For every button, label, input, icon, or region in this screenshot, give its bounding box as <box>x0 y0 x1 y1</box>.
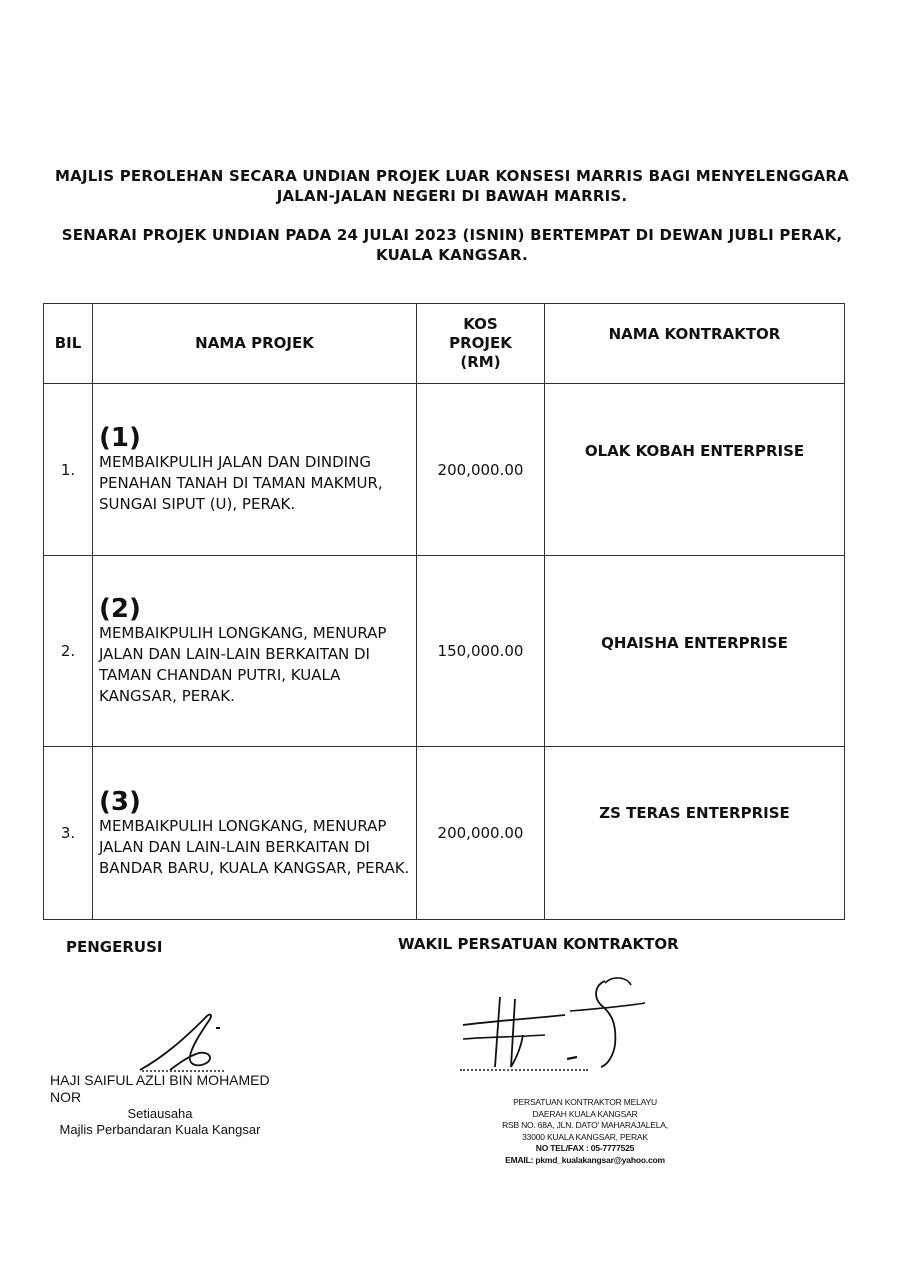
row-contractor <box>545 747 845 920</box>
document-title: MAJLIS PEROLEHAN SECARA UNDIAN PROJEK LUAR KONSESI MARRIS BAGI MENYELENGGARA JALAN-JALAN NEGERI DI BAWAH MARRIS. <box>55 167 849 205</box>
row-project <box>93 556 417 747</box>
table-header-row <box>44 304 845 384</box>
project-title: MEMBAIKPULIH JALAN DAN DINDING PENAHAN TANAH DI TAMAN MAKMUR, SUNGAI SIPUT (U), PERAK. <box>99 453 383 513</box>
stamp-line: DAERAH KUALA KANGSAR <box>532 1108 638 1119</box>
col-bil: BIL <box>44 304 93 384</box>
contractor-rep-signature <box>455 975 655 1070</box>
contractor-name: ZS TERAS ENTERPRISE <box>599 804 790 822</box>
stamp-line: 33000 KUALA KANGSAR, PERAK <box>522 1131 648 1142</box>
chairman-role: Setiausaha <box>127 1106 193 1121</box>
project-title: MEMBAIKPULIH LONGKANG, MENURAP JALAN DAN LAIN-LAIN BERKAITAN DI BANDAR BARU, KUALA KANGSAR, PERAK. <box>99 816 410 877</box>
projects-table <box>43 303 845 920</box>
stamp-line: EMAIL: pkmd_kualakangsar@yahoo.com <box>505 1154 665 1165</box>
chairman-signature <box>120 1008 250 1078</box>
project-number: (1) <box>99 423 141 453</box>
contractor-rep-signature-line <box>460 1069 588 1071</box>
table-row <box>44 384 845 556</box>
table-row <box>44 556 845 747</box>
stamp-line: NO TEL/FAX : 05-7777525 <box>535 1143 635 1153</box>
row-contractor <box>545 384 845 556</box>
col-project-name: NAMA PROJEK <box>93 304 417 384</box>
chairman-organisation: Majlis Perbandaran Kuala Kangsar <box>59 1122 261 1137</box>
stamp-line: RSB NO. 68A, JLN. DATO' MAHARAJALELA, <box>502 1120 668 1130</box>
stamp-line: PERSATUAN KONTRAKTOR MELAYU <box>513 1097 657 1107</box>
contractor-name: QHAISHA ENTERPRISE <box>601 634 788 652</box>
project-number: (2) <box>99 594 141 624</box>
row-project <box>93 384 417 556</box>
project-title: MEMBAIKPULIH LONGKANG, MENURAP JALAN DAN LAIN-LAIN BERKAITAN DI TAMAN CHANDAN PUTRI, KUALA KANGSAR, PERAK. <box>99 624 387 705</box>
row-bil: 1. <box>44 384 93 556</box>
document-subtitle: SENARAI PROJEK UNDIAN PADA 24 JULAI 2023 (ISNIN) BERTEMPAT DI DEWAN JUBLI PERAK, KUALA KANGSAR. <box>61 226 843 264</box>
col-contractor-name: NAMA KONTRAKTOR <box>545 304 845 384</box>
col-project-cost: KOS PROJEK (RM) <box>417 304 545 384</box>
association-stamp <box>480 1097 690 1166</box>
chairman-label: PENGERUSI <box>66 938 163 956</box>
contractor-name: OLAK KOBAH ENTERPRISE <box>584 442 805 460</box>
row-bil: 2. <box>44 556 93 747</box>
row-contractor <box>545 556 845 747</box>
row-project <box>93 747 417 920</box>
row-cost: 200,000.00 <box>417 384 545 556</box>
row-bil: 3. <box>44 747 93 920</box>
chairman-block <box>50 1072 290 1138</box>
project-number: (3) <box>99 786 141 817</box>
contractor-rep-label: WAKIL PERSATUAN KONTRAKTOR <box>398 935 679 953</box>
table-row <box>44 747 845 920</box>
row-cost: 200,000.00 <box>417 747 545 920</box>
row-cost: 150,000.00 <box>417 556 545 747</box>
chairman-name: HAJI SAIFUL AZLI BIN MOHAMED NOR <box>50 1072 270 1105</box>
